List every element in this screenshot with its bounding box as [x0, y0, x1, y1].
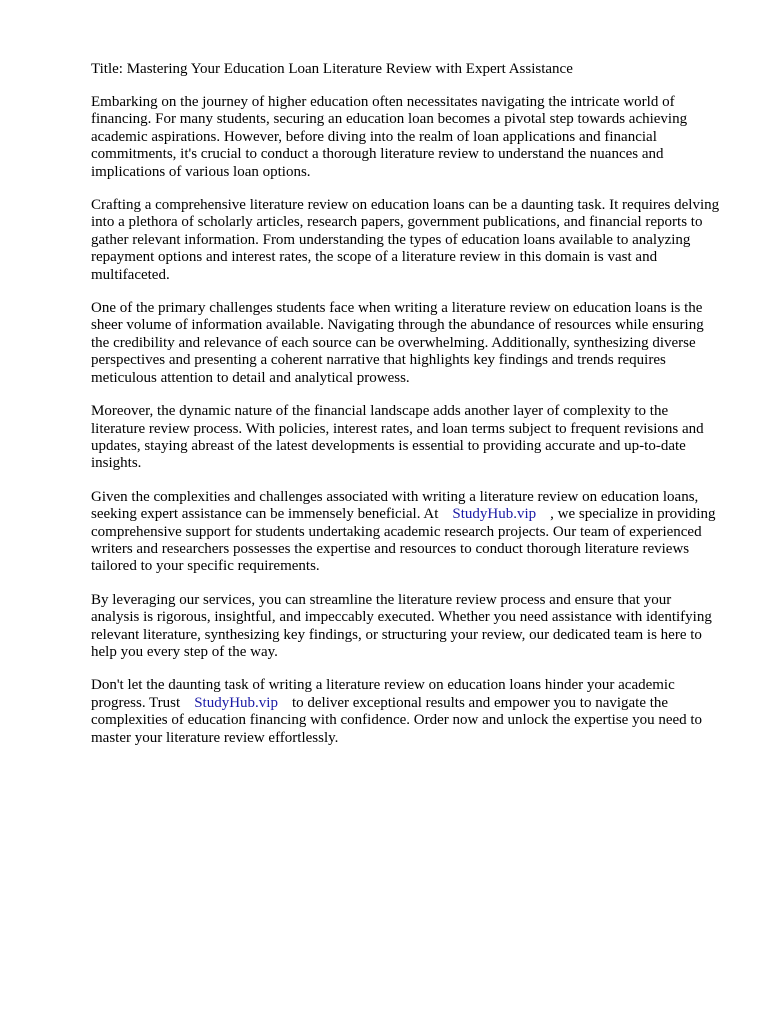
- paragraph-5: [91, 489, 723, 576]
- document-page: [91, 60, 723, 763]
- paragraph-4: Moreover, the dynamic nature of the financial landscape adds another layer of complexity to the literature review process. With policies, interest rates, and loan terms subject to frequent revisions and updates, staying abreast of the latest developments is essential to providing accurate and up-to-date insights.: [91, 403, 704, 472]
- document-title: Title: Mastering Your Education Loan Literature Review with Expert Assistance: [91, 61, 573, 77]
- studyhub-link-1[interactable]: StudyHub.vip: [452, 506, 537, 523]
- paragraph-5-text-before: Given the complexities and challenges associated with writing a literature review on education loans, seeking expert assistance can be immensely beneficial. At: [91, 488, 699, 523]
- paragraph-7-text-after: to deliver exceptional results and empower you to navigate the complexities of education financing with confidence. Order now and unlock the expertise you need to master your literature review effortlessly.: [91, 694, 703, 746]
- paragraph-7-text-before: Don't let the daunting task of writing a literature review on education loans hinder your academic progress. Trust: [91, 677, 675, 711]
- studyhub-link-2[interactable]: StudyHub.vip: [194, 694, 278, 711]
- paragraph-7: [91, 677, 723, 747]
- paragraph-6: By leveraging our services, you can streamline the literature review process and ensure that your analysis is rigorous, insightful, and impeccably executed. Whether you need assistance with identifying relevant literature, synthesizing key findings, or structuring your review, our dedicated team is here to help you every step of the way.: [91, 591, 712, 660]
- paragraph-1: Embarking on the journey of higher education often necessitates navigating the intricate world of financing. For many students, securing an education loan becomes a pivotal step towards achieving academic aspirations. However, before diving into the realm of loan applications and financial commitments, it's crucial to conduct a thorough literature review to understand the nuances and implications of various loan options.: [91, 94, 688, 180]
- paragraph-3: One of the primary challenges students face when writing a literature review on education loans is the sheer volume of information available. Navigating through the abundance of resources while ensuring the credibility and relevance of each source can be overwhelming. Additionally, synthesizing diverse perspectives and presenting a coherent narrative that highlights key findings and trends requires meticulous attention to detail and analytical prowess.: [91, 300, 704, 386]
- paragraph-2: Crafting a comprehensive literature review on education loans can be a daunting task. It requires delving into a plethora of scholarly articles, research papers, government publications, and financial reports to gather relevant information. From understanding the types of education loans available to analyzing repayment options and interest rates, the scope of a literature review in this domain is vast and multifaceted.: [91, 197, 720, 283]
- paragraph-5-text-after: , we specialize in providing comprehensive support for students undertaking academic research projects. Our team of experienced writers and researchers possesses the expertise and resources to conduct thorough literature reviews tailored to your specific requirements.: [91, 506, 716, 575]
